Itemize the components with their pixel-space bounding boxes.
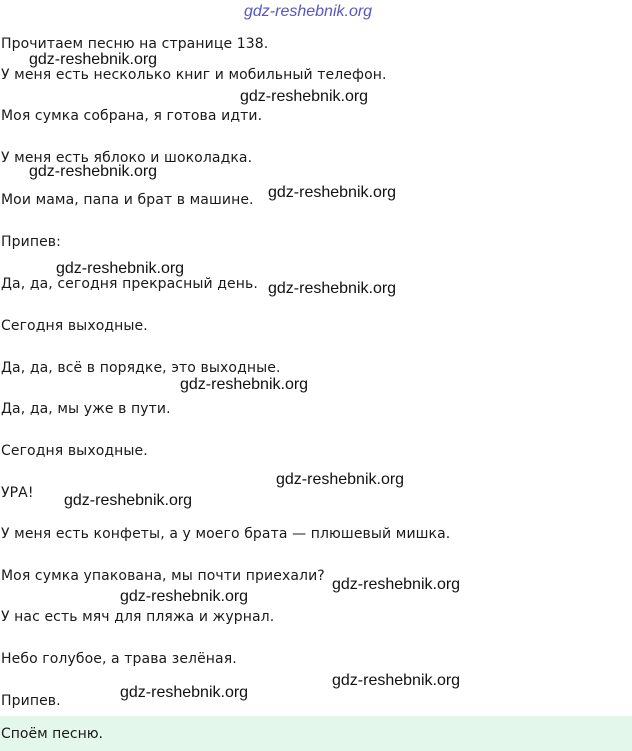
text-line: Припев.	[1, 693, 61, 709]
watermark-text: gdz-reshebnik.org	[64, 492, 193, 509]
text-line: УРА!	[1, 485, 34, 501]
text-line: Да, да, всё в порядке, это выходные.	[1, 360, 281, 376]
text-line: Моя сумка упакована, мы почти приехали?	[1, 568, 325, 584]
text-line: Прочитаем песню на странице 138.	[1, 36, 269, 52]
text-line: Да, да, сегодня прекрасный день.	[1, 276, 258, 292]
text-line: Сегодня выходные.	[1, 318, 148, 334]
text-line: У меня есть несколько книг и мобильный телефон.	[1, 67, 387, 83]
watermark-text: gdz-reshebnik.org	[29, 51, 158, 68]
text-line: Моя сумка собрана, я готова идти.	[1, 108, 263, 124]
text-line: У меня есть конфеты, а у моего брата — плюшевый мишка.	[1, 526, 451, 542]
text-line: У нас есть мяч для пляжа и журнал.	[1, 609, 275, 625]
watermark-text: gdz-reshebnik.org	[29, 163, 158, 180]
watermark-text: gdz-reshebnik.org	[120, 588, 249, 605]
watermark-text: gdz-reshebnik.org	[332, 576, 461, 593]
watermark-text: gdz-reshebnik.org	[268, 280, 397, 297]
watermark-text: gdz-reshebnik.org	[268, 184, 397, 201]
site-watermark-header: gdz-reshebnik.org	[244, 3, 373, 20]
watermark-text: gdz-reshebnik.org	[332, 672, 461, 689]
watermark-text: gdz-reshebnik.org	[120, 684, 249, 701]
chorus-label: Припев:	[1, 234, 61, 250]
text-line: Да, да, мы уже в пути.	[1, 401, 171, 417]
text-line: У меня есть яблоко и шоколадка.	[1, 150, 253, 166]
text-line: Сегодня выходные.	[1, 443, 148, 459]
watermark-text: gdz-reshebnik.org	[56, 260, 185, 277]
watermark-text: gdz-reshebnik.org	[276, 471, 405, 488]
watermark-text: gdz-reshebnik.org	[180, 376, 309, 393]
task-footer-text: Споём песню.	[1, 726, 103, 742]
text-line: Небо голубое, а трава зелёная.	[1, 651, 237, 667]
task-footer-bar	[0, 716, 632, 751]
text-line: Мои мама, папа и брат в машине.	[1, 192, 254, 208]
watermark-text: gdz-reshebnik.org	[240, 88, 369, 105]
